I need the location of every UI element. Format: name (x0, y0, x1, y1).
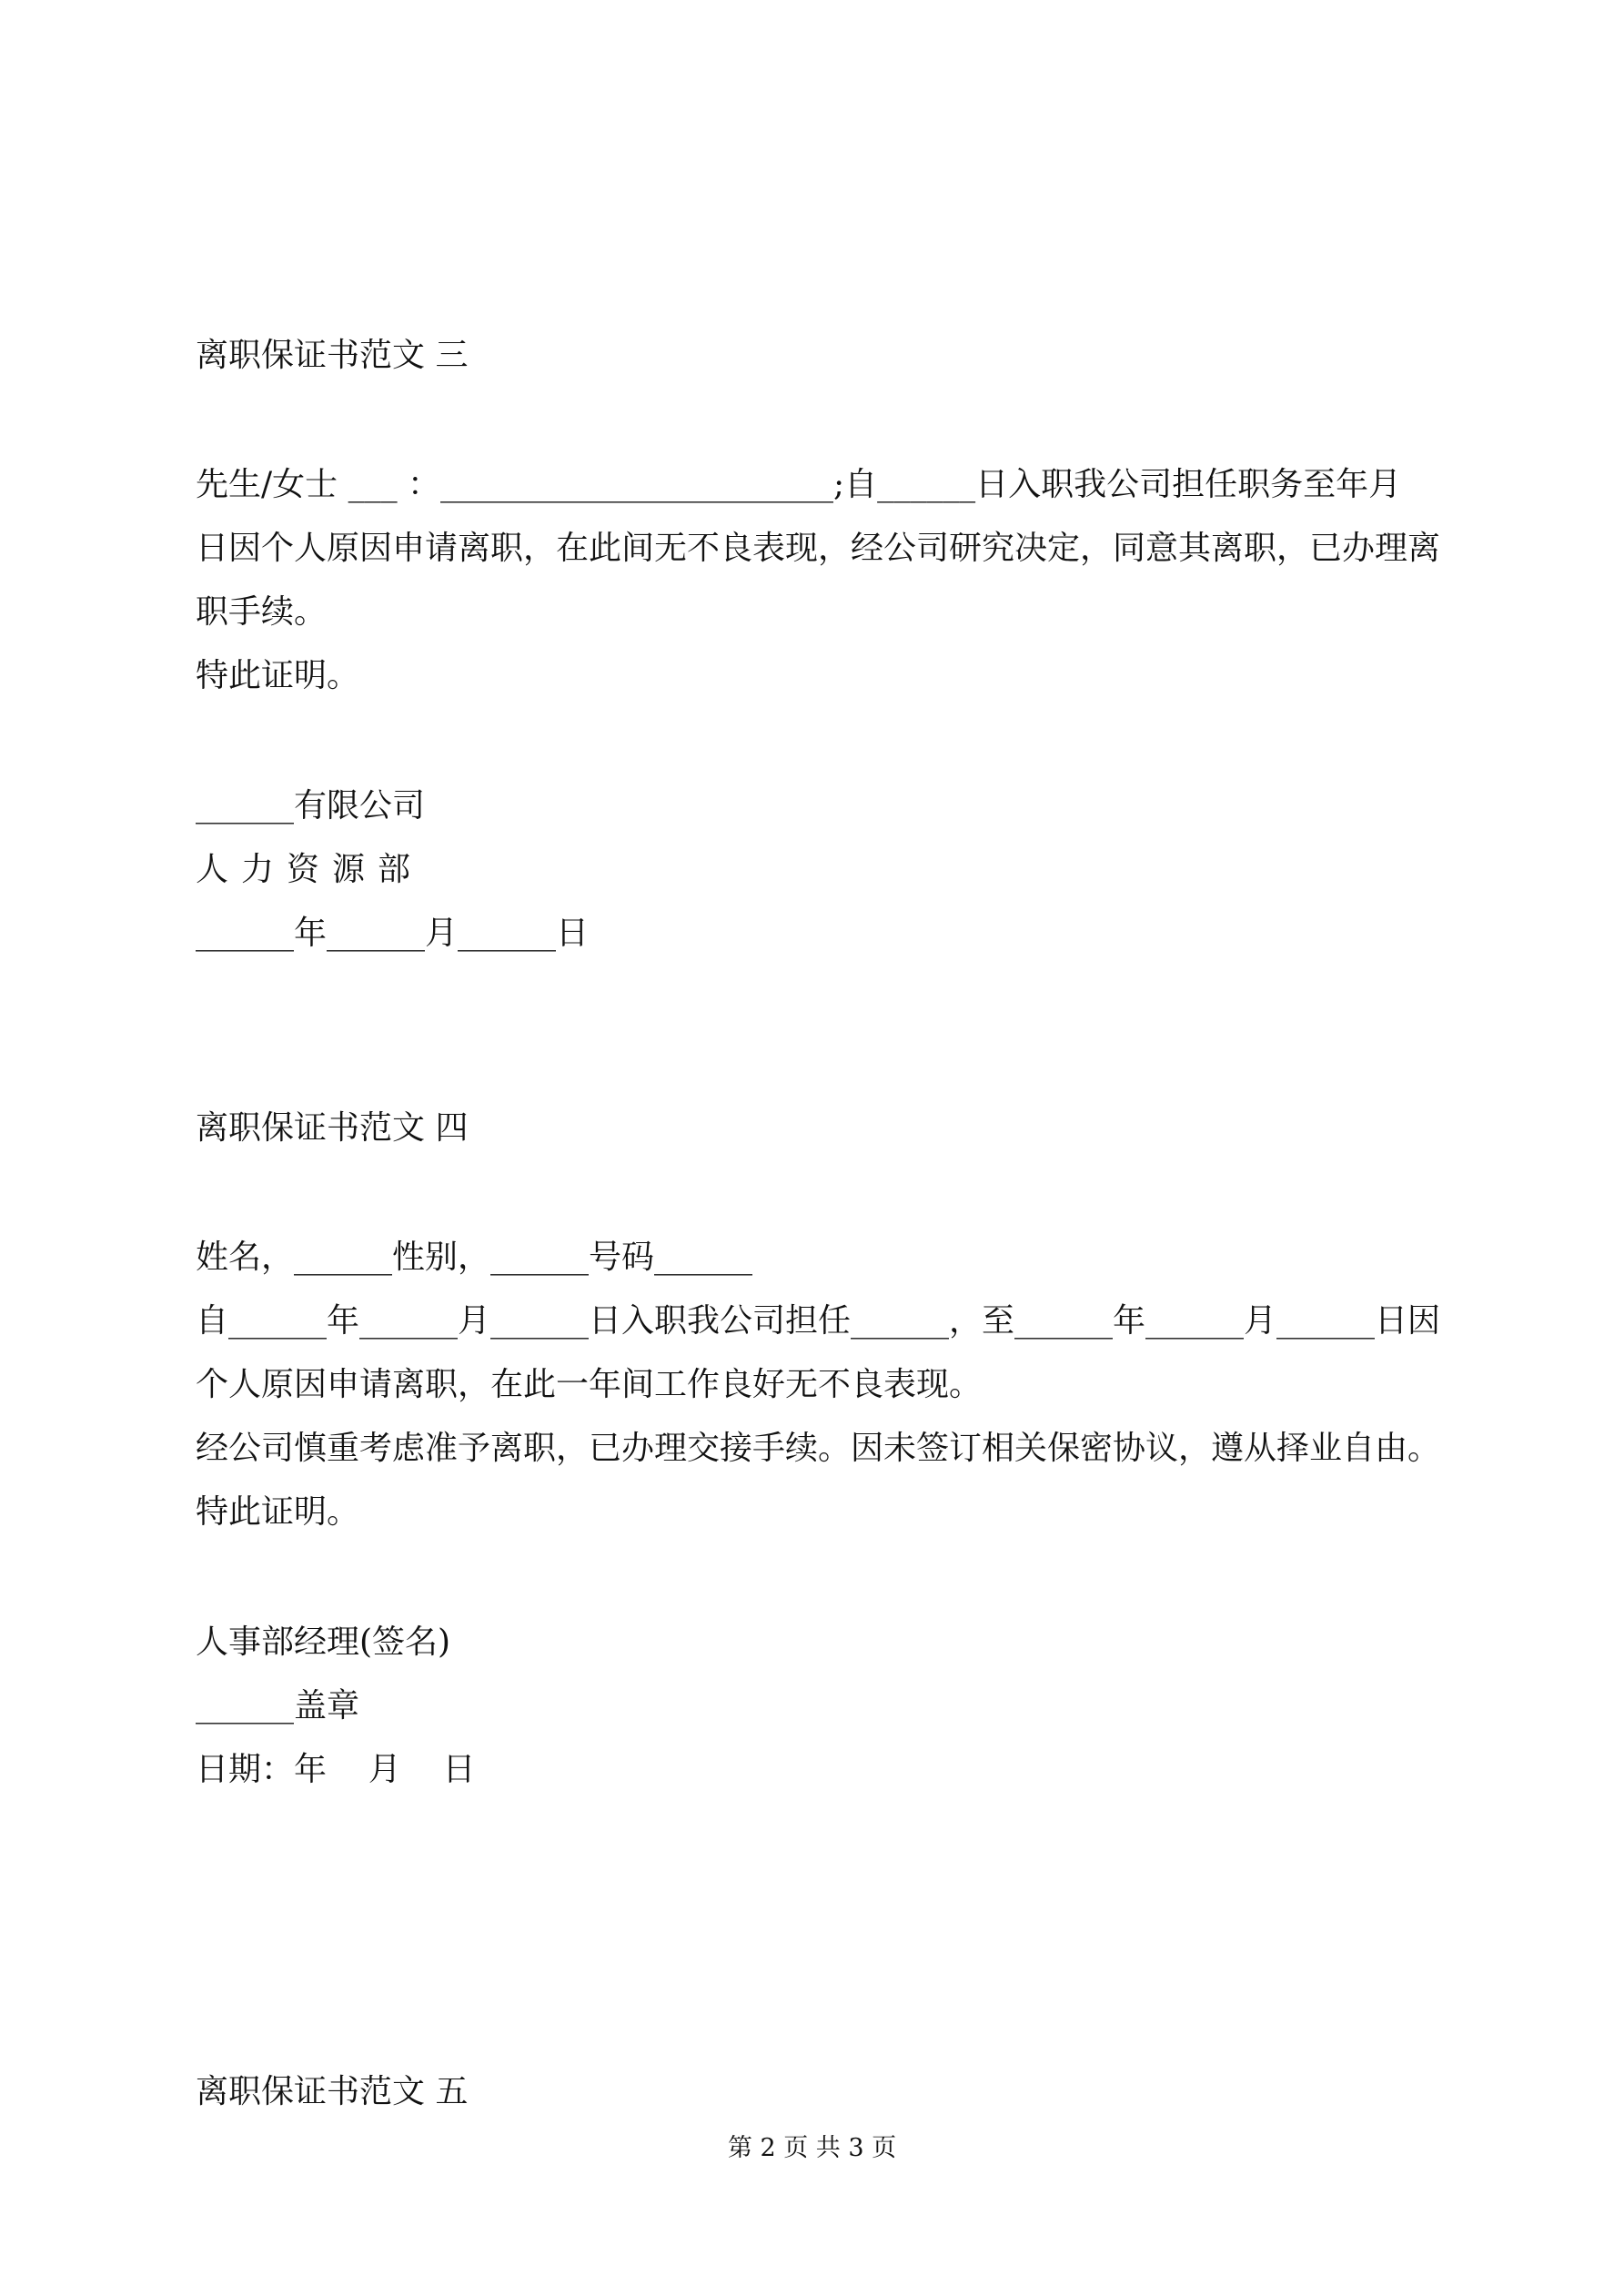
section-3-company: ______有限公司 (196, 787, 426, 824)
section-4-line-3: 个人原因申请离职，在此一年间工作良好无不良表现。 (196, 1366, 983, 1403)
section-3-paragraph-line-3: 职手续。 (196, 593, 328, 631)
section-4-line-1: 姓名，______性别，______号码______ (196, 1239, 753, 1276)
page-footer: 第 2 页 共 3 页 (727, 2134, 897, 2162)
section-3-department: 人力资源部 (196, 851, 424, 888)
section-3-closing: 特此证明。 (196, 657, 360, 694)
section-4-signer: 人事部经理(签名) (196, 1623, 451, 1661)
section-4-closing: 特此证明。 (196, 1493, 360, 1531)
section-3-title: 离职保证书范文 三 (196, 337, 469, 374)
section-4-seal: ______盖章 (196, 1687, 360, 1725)
section-3-paragraph-line-2: 日因个人原因申请离职，在此间无不良表现，经公司研究决定，同意其离职，已办理离 (196, 530, 1441, 567)
section-5-title: 离职保证书范文 五 (196, 2073, 469, 2110)
section-4-date: 日期：年 月 日 (196, 1751, 476, 1788)
section-3-paragraph-line-1: 先生/女士 ___ ：________________________;自______日入职我公司担任职务至年月 (196, 466, 1402, 503)
section-4-title: 离职保证书范文 四 (196, 1109, 469, 1147)
section-4-line-4: 经公司慎重考虑准予离职，已办理交接手续。因未签订相关保密协议，遵从择业自由。 (196, 1430, 1441, 1467)
section-3-date: ______年______月______日 (196, 915, 589, 952)
section-4-line-2: 自______年______月______日入职我公司担任______，至______年______月______日因 (196, 1302, 1441, 1340)
